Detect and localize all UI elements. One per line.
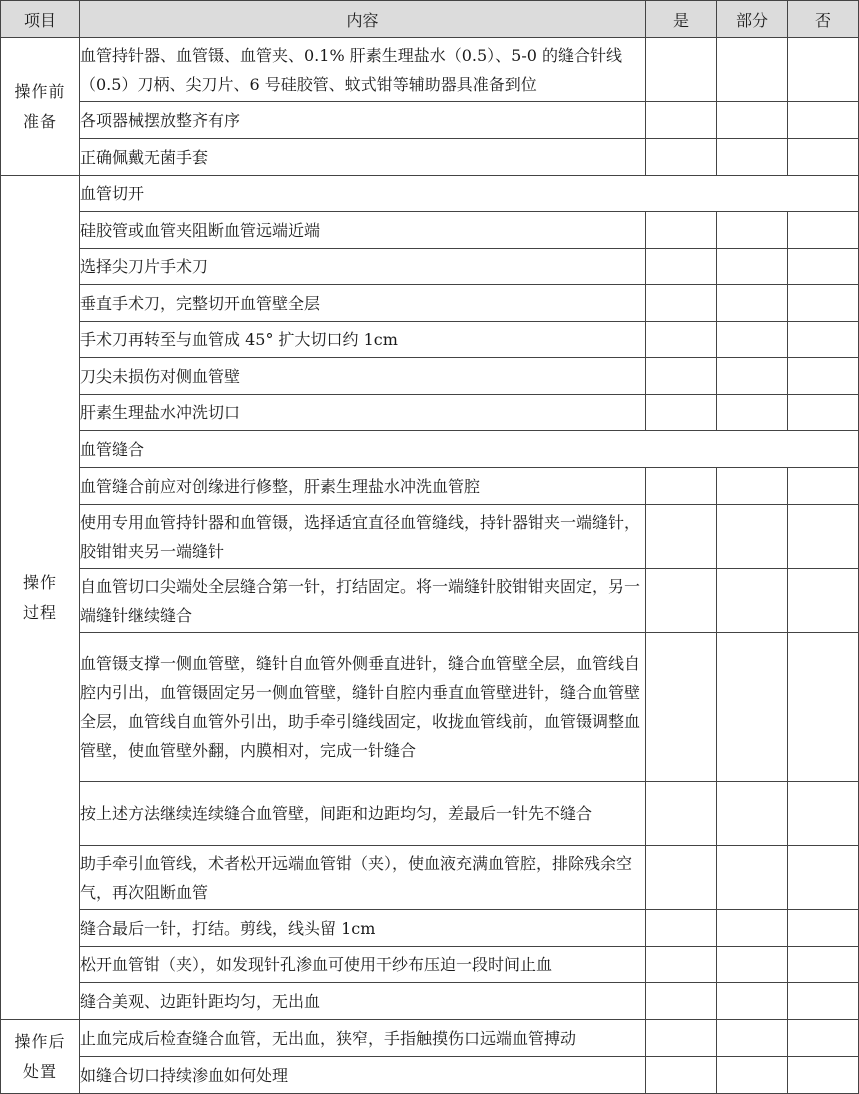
table-row bbox=[1, 633, 859, 782]
check-no-cell[interactable] bbox=[788, 249, 859, 285]
check-no-cell[interactable] bbox=[788, 102, 859, 139]
row-content: 选择尖刀片手术刀 bbox=[80, 249, 646, 285]
check-partial-cell[interactable] bbox=[717, 846, 788, 910]
table-row bbox=[1, 468, 859, 505]
table-row bbox=[1, 212, 859, 249]
check-partial-cell[interactable] bbox=[717, 285, 788, 322]
check-yes-cell[interactable] bbox=[646, 102, 717, 139]
table-row bbox=[1, 910, 859, 947]
section-pre-label: 操作前准备 bbox=[1, 38, 80, 176]
check-partial-cell[interactable] bbox=[717, 910, 788, 947]
row-content: 自血管切口尖端处全层缝合第一针，打结固定。将一端缝针胶钳钳夹固定，另一端缝针继续缝合 bbox=[80, 569, 646, 633]
subheader-row bbox=[1, 431, 859, 468]
check-no-cell[interactable] bbox=[788, 358, 859, 395]
check-yes-cell[interactable] bbox=[646, 1020, 717, 1057]
check-partial-cell[interactable] bbox=[717, 505, 788, 569]
row-content: 助手牵引血管线，术者松开远端血管钳（夹），使血液充满血管腔，排除残余空气，再次阻断血管 bbox=[80, 846, 646, 910]
table-row bbox=[1, 139, 859, 176]
check-yes-cell[interactable] bbox=[646, 1057, 717, 1094]
check-partial-cell[interactable] bbox=[717, 983, 788, 1020]
check-partial-cell[interactable] bbox=[717, 38, 788, 102]
check-yes-cell[interactable] bbox=[646, 505, 717, 569]
check-yes-cell[interactable] bbox=[646, 38, 717, 102]
check-yes-cell[interactable] bbox=[646, 139, 717, 176]
row-content: 血管镊支撑一侧血管壁，缝针自血管外侧垂直进针，缝合血管壁全层，血管线自腔内引出，血管镊固定另一侧血管壁，缝针自腔内垂直血管壁进针，缝合血管壁全层，血管线自血管外引出，助手牵引缝线固定，收拢血管线前，血管镊调整血管壁，使血管壁外翻，内膜相对，完成一针缝合 bbox=[80, 633, 646, 782]
subheader-incision: 血管切开 bbox=[80, 176, 859, 212]
check-yes-cell[interactable] bbox=[646, 212, 717, 249]
check-yes-cell[interactable] bbox=[646, 846, 717, 910]
check-yes-cell[interactable] bbox=[646, 468, 717, 505]
header-yes: 是 bbox=[646, 1, 717, 38]
subheader-row bbox=[1, 176, 859, 212]
row-content: 血管缝合前应对创缘进行修整，肝素生理盐水冲洗血管腔 bbox=[80, 468, 646, 505]
check-yes-cell[interactable] bbox=[646, 358, 717, 395]
check-no-cell[interactable] bbox=[788, 846, 859, 910]
check-partial-cell[interactable] bbox=[717, 322, 788, 358]
table-row bbox=[1, 569, 859, 633]
check-no-cell[interactable] bbox=[788, 569, 859, 633]
subheader-suture: 血管缝合 bbox=[80, 431, 859, 468]
section-process-label: 操作过程 bbox=[1, 176, 80, 1020]
row-content: 如缝合切口持续渗血如何处理 bbox=[80, 1057, 646, 1094]
table-row bbox=[1, 1020, 859, 1057]
table-row bbox=[1, 846, 859, 910]
check-no-cell[interactable] bbox=[788, 983, 859, 1020]
check-no-cell[interactable] bbox=[788, 633, 859, 782]
row-content: 使用专用血管持针器和血管镊，选择适宜直径血管缝线，持针器钳夹一端缝针，胶钳钳夹另一端缝针 bbox=[80, 505, 646, 569]
table-row bbox=[1, 782, 859, 846]
table-row bbox=[1, 322, 859, 358]
check-no-cell[interactable] bbox=[788, 322, 859, 358]
check-partial-cell[interactable] bbox=[717, 468, 788, 505]
table-row bbox=[1, 285, 859, 322]
check-no-cell[interactable] bbox=[788, 395, 859, 431]
row-content: 按上述方法继续连续缝合血管壁，间距和边距均匀，差最后一针先不缝合 bbox=[80, 782, 646, 846]
check-no-cell[interactable] bbox=[788, 910, 859, 947]
table-row bbox=[1, 983, 859, 1020]
row-content: 手术刀再转至与血管成 45° 扩大切口约 1cm bbox=[80, 322, 646, 358]
row-content: 肝素生理盐水冲洗切口 bbox=[80, 395, 646, 431]
check-partial-cell[interactable] bbox=[717, 1020, 788, 1057]
check-no-cell[interactable] bbox=[788, 1057, 859, 1094]
check-yes-cell[interactable] bbox=[646, 322, 717, 358]
row-content: 正确佩戴无菌手套 bbox=[80, 139, 646, 176]
check-yes-cell[interactable] bbox=[646, 947, 717, 983]
check-no-cell[interactable] bbox=[788, 505, 859, 569]
row-content: 松开血管钳（夹），如发现针孔渗血可使用干纱布压迫一段时间止血 bbox=[80, 947, 646, 983]
table-row bbox=[1, 249, 859, 285]
header-partial: 部分 bbox=[717, 1, 788, 38]
table-row bbox=[1, 358, 859, 395]
table-row bbox=[1, 947, 859, 983]
row-content: 硅胶管或血管夹阻断血管远端近端 bbox=[80, 212, 646, 249]
check-yes-cell[interactable] bbox=[646, 569, 717, 633]
check-partial-cell[interactable] bbox=[717, 947, 788, 983]
table-row bbox=[1, 38, 859, 102]
row-content: 各项器械摆放整齐有序 bbox=[80, 102, 646, 139]
check-partial-cell[interactable] bbox=[717, 569, 788, 633]
header-item: 项目 bbox=[1, 1, 80, 38]
check-no-cell[interactable] bbox=[788, 782, 859, 846]
header-no: 否 bbox=[788, 1, 859, 38]
check-no-cell[interactable] bbox=[788, 139, 859, 176]
row-content: 止血完成后检查缝合血管，无出血，狭窄，手指触摸伤口远端血管搏动 bbox=[80, 1020, 646, 1057]
check-no-cell[interactable] bbox=[788, 285, 859, 322]
table-row bbox=[1, 395, 859, 431]
check-yes-cell[interactable] bbox=[646, 285, 717, 322]
row-content: 刀尖未损伤对侧血管壁 bbox=[80, 358, 646, 395]
check-yes-cell[interactable] bbox=[646, 983, 717, 1020]
check-partial-cell[interactable] bbox=[717, 1057, 788, 1094]
check-partial-cell[interactable] bbox=[717, 358, 788, 395]
check-partial-cell[interactable] bbox=[717, 139, 788, 176]
check-partial-cell[interactable] bbox=[717, 782, 788, 846]
check-partial-cell[interactable] bbox=[717, 212, 788, 249]
check-partial-cell[interactable] bbox=[717, 102, 788, 139]
check-no-cell[interactable] bbox=[788, 212, 859, 249]
check-yes-cell[interactable] bbox=[646, 910, 717, 947]
header-row bbox=[1, 1, 859, 38]
check-partial-cell[interactable] bbox=[717, 249, 788, 285]
check-yes-cell[interactable] bbox=[646, 782, 717, 846]
check-yes-cell[interactable] bbox=[646, 249, 717, 285]
check-yes-cell[interactable] bbox=[646, 395, 717, 431]
row-content: 血管持针器、血管镊、血管夹、0.1% 肝素生理盐水（0.5）、5-0 的缝合针线（0.5）刀柄、尖刀片、6 号硅胶管、蚊式钳等辅助器具准备到位 bbox=[80, 38, 646, 102]
check-no-cell[interactable] bbox=[788, 1020, 859, 1057]
check-yes-cell[interactable] bbox=[646, 633, 717, 782]
check-partial-cell[interactable] bbox=[717, 633, 788, 782]
check-no-cell[interactable] bbox=[788, 468, 859, 505]
check-no-cell[interactable] bbox=[788, 38, 859, 102]
table-row bbox=[1, 505, 859, 569]
row-content: 缝合美观、边距针距均匀，无出血 bbox=[80, 983, 646, 1020]
row-content: 缝合最后一针，打结。剪线，线头留 1cm bbox=[80, 910, 646, 947]
table-row bbox=[1, 102, 859, 139]
section-post-label: 操作后处置 bbox=[1, 1020, 80, 1094]
table-row bbox=[1, 1057, 859, 1094]
row-content: 垂直手术刀，完整切开血管壁全层 bbox=[80, 285, 646, 322]
check-partial-cell[interactable] bbox=[717, 395, 788, 431]
header-content: 内容 bbox=[80, 1, 646, 38]
check-no-cell[interactable] bbox=[788, 947, 859, 983]
